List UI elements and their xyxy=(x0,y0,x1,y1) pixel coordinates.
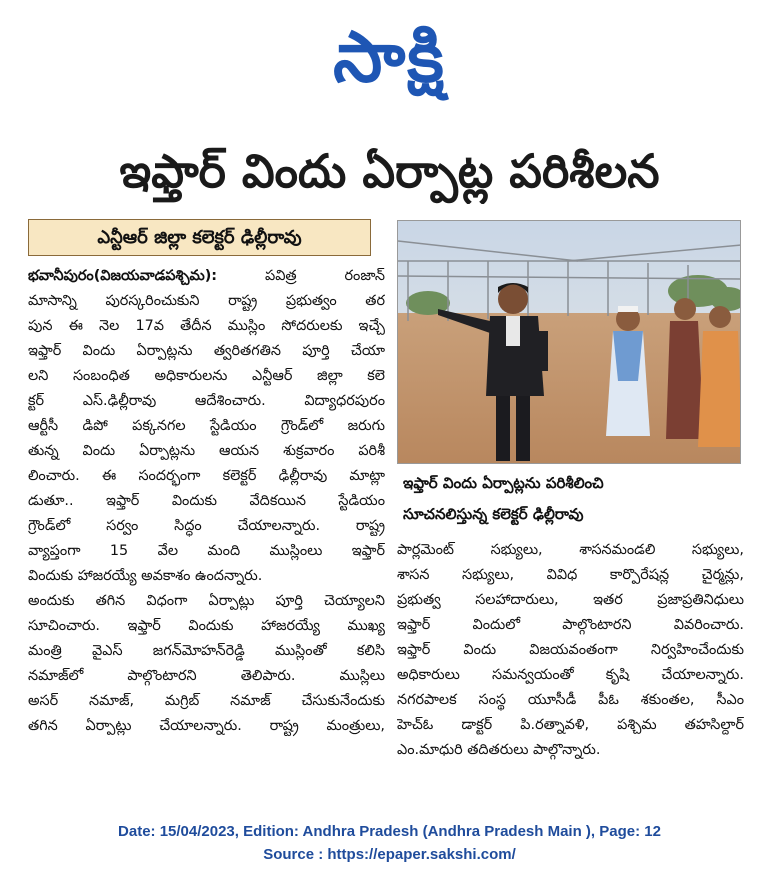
footer xyxy=(0,820,779,870)
article-line: లని సంబంధిత అధికారులను ఎన్టీఆర్‌ జిల్లా కలె xyxy=(28,368,385,384)
news-photo xyxy=(397,220,741,464)
article-line: లించారు. ఈ సందర్భంగా కలెక్టర్‌ ఢిల్లీరావు మాట్లా xyxy=(28,468,385,484)
caption-line: ఇఫ్తార్‌ విందు ఏర్పాట్లను పరిశీలించి xyxy=(403,474,604,492)
article-line: పార్లమెంట్‌ సభ్యులు, శాసనమండలి సభ్యులు, xyxy=(397,542,744,558)
article-line: సూచించారు. ఇఫ్తార్‌ విందుకు హాజరయ్యే ముఖ్య xyxy=(28,618,385,634)
article-line: అందుకు తగిన విధంగా ఏర్పాట్లు పూర్తి చెయ్యాలని xyxy=(28,593,385,609)
article-line: డుతూ.. ఇఫ్తార్‌ విందుకు వేదికయిన స్టేడియం xyxy=(28,493,385,509)
article-line: మాసాన్ని పురస్కరించుకుని రాష్ట్ర ప్రభుత్వం తర xyxy=(28,293,385,309)
article-line xyxy=(28,264,385,289)
photo-caption xyxy=(397,468,741,530)
article-line: మంత్రి వైఎస్‌ జగన్‌మోహన్‌రెడ్డి ముస్లింతో కలిసి xyxy=(28,643,385,659)
article-line: తగిన ఏర్పాట్లు చేయాలన్నారు. రాష్ట్ర మంత్రులు, xyxy=(28,718,385,734)
kicker-subheading: ఎన్టీఆర్‌ జిల్లా కలెక్టర్‌ ఢిల్లీరావు xyxy=(28,219,371,256)
sakshi-logo: సాక్షి xyxy=(333,16,446,98)
article-line: అధికారులు సమన్వయంతో కృషి చేయాలన్నారు. xyxy=(397,667,744,683)
dateline: భవానీపురం(విజయవాడపశ్చిమ): xyxy=(28,268,218,284)
photo-illustration xyxy=(398,221,741,464)
article-text: పవిత్ర రంజాన్‌ xyxy=(217,268,385,284)
caption-line: సూచనలిస్తున్న కలెక్టర్‌ ఢిల్లీరావు xyxy=(403,505,584,523)
article-line: ఆర్టీసీ డిపో పక్కనగల స్టేడియం గ్రౌండ్‌లో జరుగు xyxy=(28,418,385,434)
footer-source: Source : https://epaper.sakshi.com/ xyxy=(263,846,516,863)
article-line: విందుకు హాజరయ్యే అవకాశం ఉందన్నారు. xyxy=(28,568,263,584)
article-line: నమాజ్‌లో పాల్గొంటారని తెలిపారు. ముస్లిలు xyxy=(28,668,385,684)
article-line: పున ఈ నెల 17వ తేదీన ముస్లిం సోదరులకు ఇచ్చే xyxy=(28,318,385,334)
article-column-right xyxy=(397,538,744,784)
article-line: గ్రౌండ్‌లో సర్వం సిద్ధం చేయాలన్నారు. రాష్ట్ర xyxy=(28,518,385,534)
footer-date-edition: Date: 15/04/2023, Edition: Andhra Pradesh (Andhra Pradesh Main ), Page: 12 xyxy=(118,823,661,840)
article-column-left xyxy=(28,264,385,784)
article-line: శాసన సభ్యులు, వివిధ కార్పొరేషన్ల చైర్మన్లు, xyxy=(397,567,744,583)
article-line: నగరపాలక సంస్థ యూసీడీ పీఓ శకుంతల, సీఎం xyxy=(397,692,744,708)
article-line: హెచ్‌ఓ డాక్టర్‌ పి.రత్నావళి, పశ్చిమ తహసిల్దార్‌ xyxy=(397,717,744,733)
article-line: ప్రభుత్వ సలహాదారులు, ఇతర ప్రజాప్రతినిధులు xyxy=(397,592,744,608)
article-line: ఇఫ్తార్‌ విందు విజయవంతంగా నిర్వహించేందుకు xyxy=(397,642,744,658)
article-line: ఇఫ్తార్‌ విందు ఏర్పాట్లను త్వరితగతిన పూర్తి చేయా xyxy=(28,343,385,359)
headline: ఇఫ్తార్‌ విందు ఏర్పాట్ల పరిశీలన xyxy=(119,144,660,198)
article-line: అసర్‌ నమాజ్‌, మగ్రిబ్‌ నమాజ్‌ చేసుకునేందుకు xyxy=(28,693,385,709)
article-line: ఎం.మాధురి తదితరులు పాల్గొన్నారు. xyxy=(397,742,601,758)
article-line: ఇఫ్తార్‌ విందులో పాల్గొంటారని వివరించారు. xyxy=(397,617,744,633)
article-line: వ్యాప్తంగా 15 వేల మంది ముస్లింలు ఇఫ్తార్‌ xyxy=(28,543,385,559)
article-line: క్టర్‌ ఎస్‌.ఢిల్లీరావు ఆదేశించారు. విద్యాధరపురం xyxy=(28,393,385,409)
article-line: తున్న విందు ఏర్పాట్లను ఆయన శుక్రవారం పరిశీ xyxy=(28,443,385,459)
